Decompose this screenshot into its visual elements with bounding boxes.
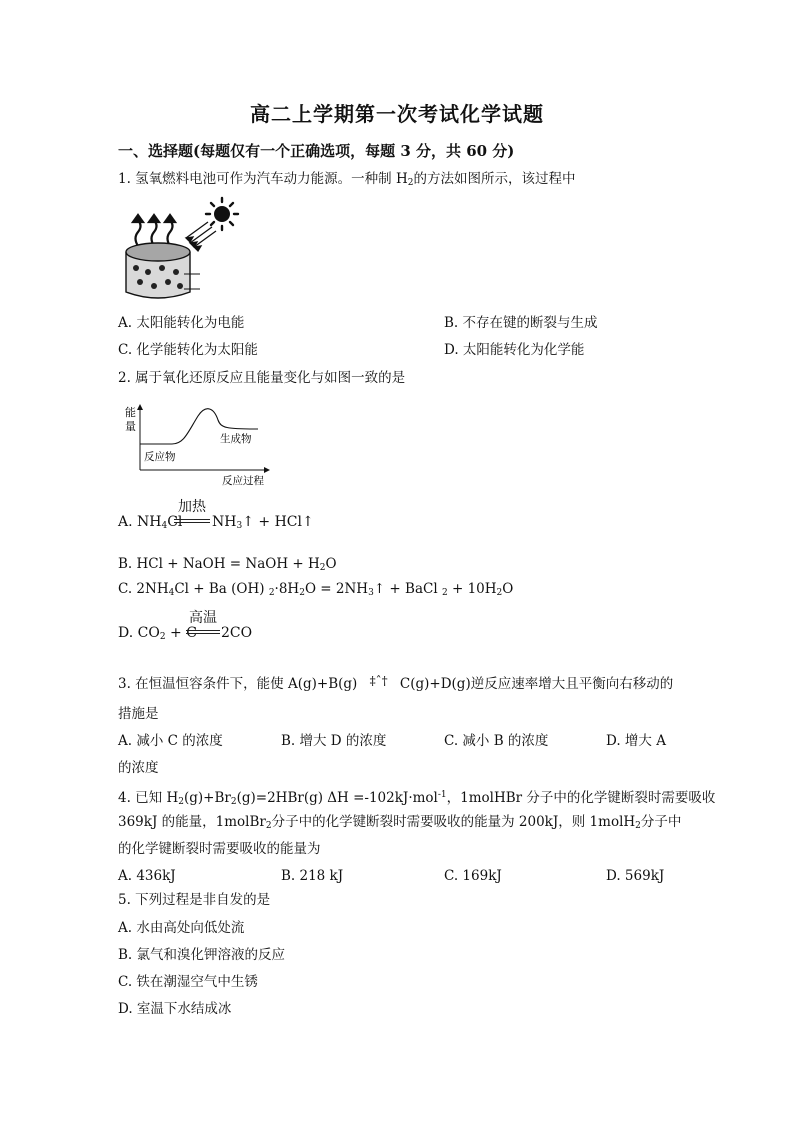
q5-option-c[interactable]: C. 铁在潮湿空气中生锈 [118,974,258,990]
question-2-stem: 2. 属于氧化还原反应且能量变化与如图一致的是 [118,370,406,386]
q2-a-products: $NH_3↑$ + HCl↑ [212,514,314,531]
q1-option-a[interactable]: A. 太阳能转化为电能 [118,315,245,331]
equilibrium-arrow-icon: ‡ˆ† [369,674,388,688]
q4-option-a[interactable]: A. 436kJ [118,868,176,884]
q2-a-equals-sign [174,519,210,523]
question-5-stem: 5. 下列过程是非自发的是 [118,892,271,908]
q3-option-b[interactable]: B. 增大 D 的浓度 [281,733,387,749]
energy-profile-graph [118,398,278,488]
q3-option-c[interactable]: C. 减小 B 的浓度 [444,733,549,749]
gas-arrows [133,215,175,246]
question-1-stem: 1. 氢氧燃料电池可作为汽车动力能源。一种制 $H_2$的方法如图所示，该过程中 [118,171,576,188]
q1-option-b[interactable]: B. 不存在键的断裂与生成 [444,315,598,331]
page-title: 高二上学期第一次考试化学试题 [250,102,544,126]
q2-a-reactant: A. $NH_4Cl$ [118,514,183,531]
q1-option-c[interactable]: C. 化学能转化为太阳能 [118,342,258,358]
graph-x-label: 反应过程 [222,475,264,487]
q2-option-c[interactable]: C. $2NH_4Cl + Ba$ (OH) $_2\cdot 8H_2O$ = $2NH_3↑$ + BaCl $_2 + 10H_2O$ [118,581,514,598]
q5-option-d[interactable]: D. 室温下水结成冰 [118,1001,232,1017]
graph-product-label: 生成物 [220,433,252,445]
q2-d-condition: 高温 [189,610,217,626]
graph-y-label-1: 能 [125,406,136,419]
q4-option-c[interactable]: C. 169kJ [444,868,502,884]
q3-option-d-continued: 的浓度 [118,760,159,776]
section-heading: 一、选择题(每题仅有一个正确选项，每题 3 分，共 60 分) [118,142,515,160]
q4-option-d[interactable]: D. 569kJ [606,868,665,884]
reaction-vessel [126,243,200,298]
q1-option-d[interactable]: D. 太阳能转化为化学能 [444,342,585,358]
light-rays [186,222,216,251]
solar-hydrogen-figure [118,192,248,304]
q2-d-reactant: D. $CO_2 + C$ [118,625,197,642]
q2-d-products: 2CO [221,625,253,641]
graph-y-label-2: 量 [125,420,136,433]
q5-option-a[interactable]: A. 水由高处向低处流 [118,920,245,936]
question-4-stem-line-1: 4. 已知 $H_2(g)+Br_2(g)=2HBr(g)$ ΔH =-102kJ·mol$^{-1}$，1molHBr 分子中的化学键断裂时需要吸收 [118,790,716,807]
question-3-stem-line-1: 3. 在恒温恒容条件下，能使 A(g)+B(g) ‡ˆ† C(g)+D(g)逆反应速率增大且平衡向右移动的 [118,674,674,692]
question-3-stem-line-2: 措施是 [118,706,159,722]
q3-option-a[interactable]: A. 减小 C 的浓度 [118,733,223,749]
q2-d-equals-sign [186,630,220,634]
graph-reactant-label: 反应物 [144,451,176,463]
question-4-stem-line-3: 的化学键断裂时需要吸收的能量为 [118,841,321,857]
sun-icon [206,198,238,230]
q2-option-b[interactable]: B. HCl + NaOH = NaOH + $H_2O$ [118,556,337,573]
question-4-stem-line-2: 369kJ 的能量，1molBr$_2$分子中的化学键断裂时需要吸收的能量为 200kJ，则 1molH$_2$分子中 [118,814,682,831]
q3-option-d[interactable]: D. 增大 A [606,733,666,749]
q4-option-b[interactable]: B. 218 kJ [281,868,344,884]
q2-a-condition: 加热 [178,499,206,515]
q5-option-b[interactable]: B. 氯气和溴化钾溶液的反应 [118,947,286,963]
